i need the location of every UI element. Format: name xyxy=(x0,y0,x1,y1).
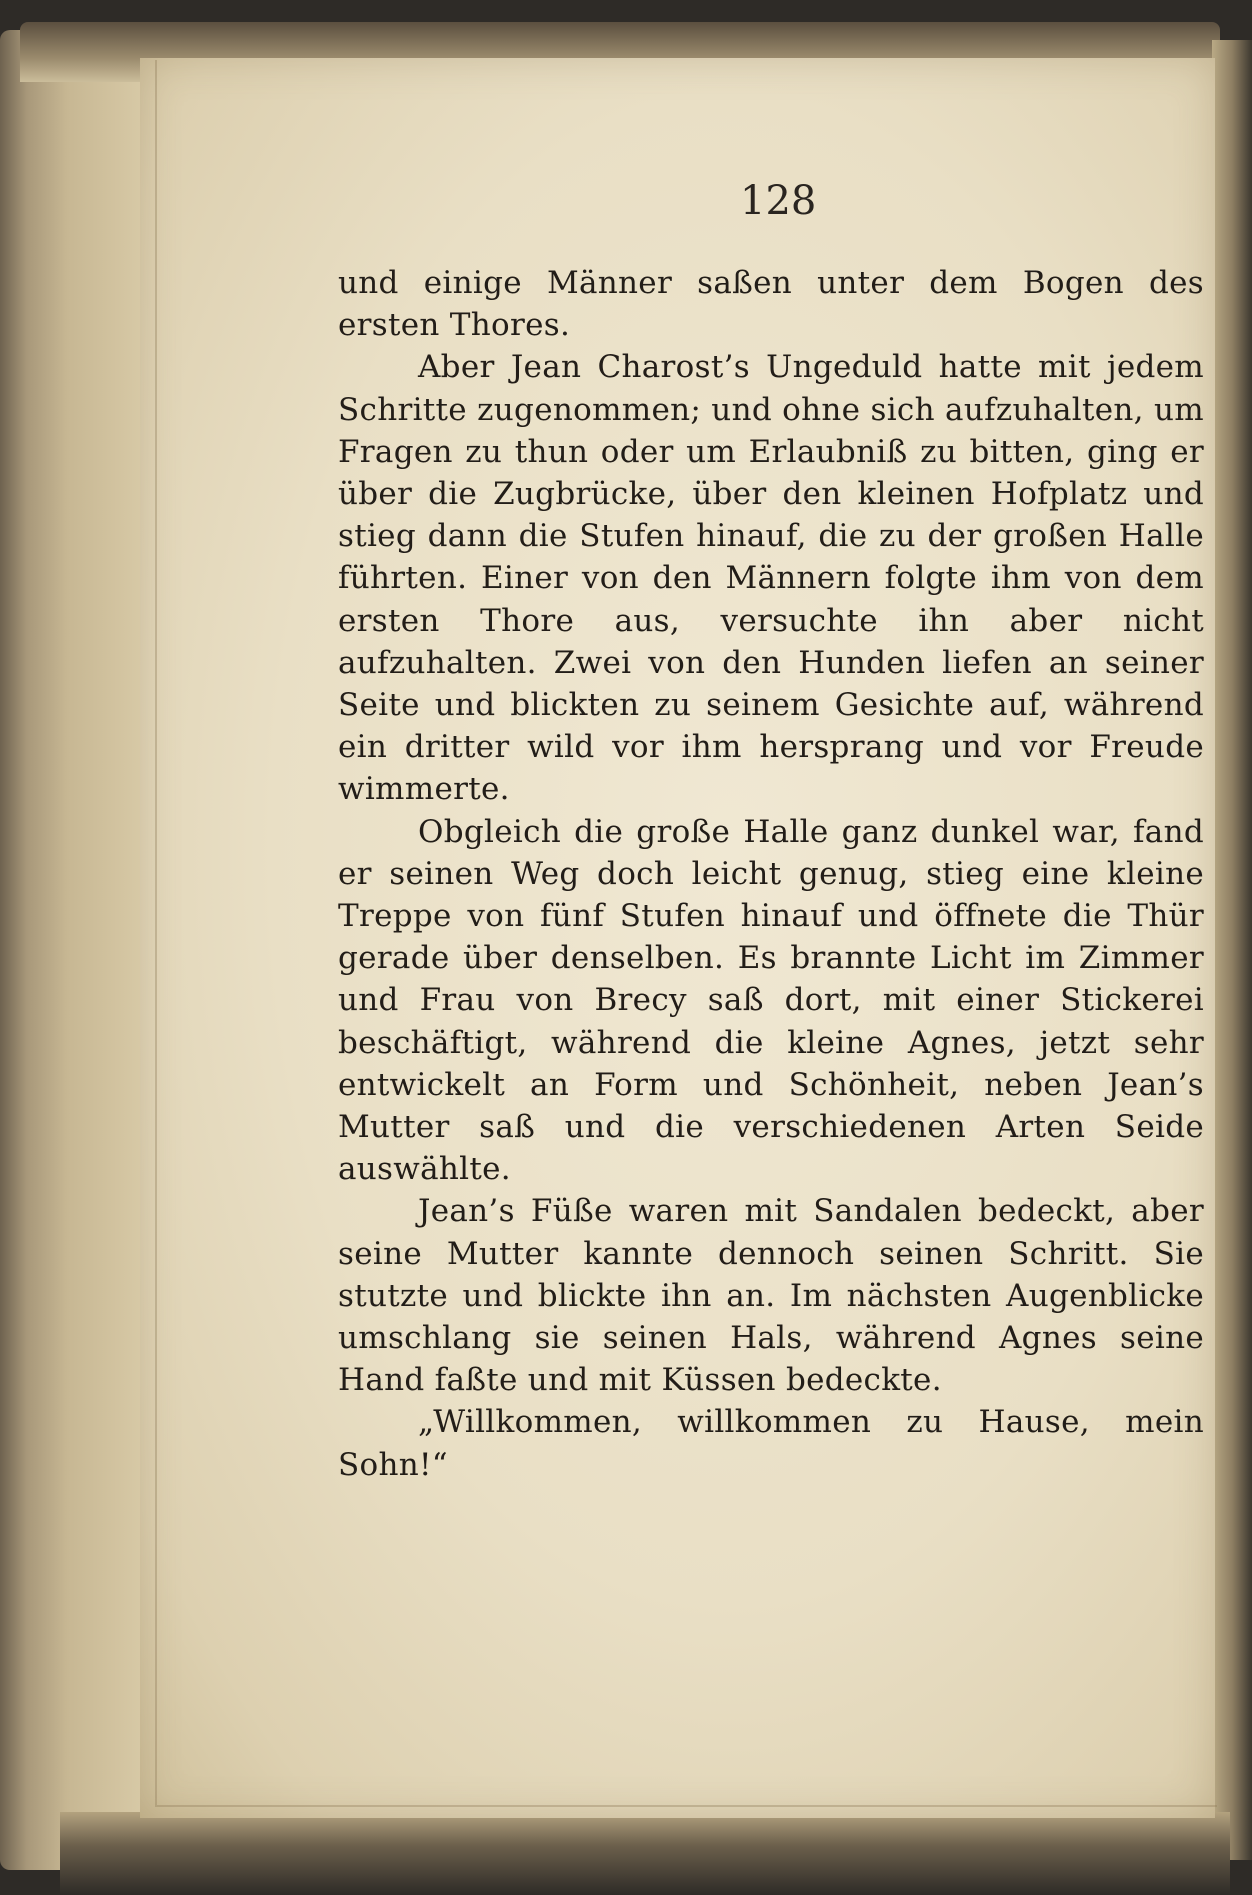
book-cover-bottom-edge xyxy=(60,1812,1230,1895)
paragraph-5: „Willkommen, willkommen zu Hause, mein Sohn!“ xyxy=(338,1404,1204,1483)
paragraph-1: und einige Männer saßen unter dem Bogen des ersten Thores. xyxy=(338,265,1204,344)
page-number: 128 xyxy=(740,178,817,224)
book-gutter-right-edge xyxy=(1212,40,1252,1860)
paragraph-2: Aber Jean Charost’s Ungeduld hatte mit jedem Schritte zugenommen; und ohne sich aufzuhalten, um Fragen zu thun oder um Erlaubniß zu bitten, ging er über die Zugbrücke, über den kleinen Hofplatz und stieg dann die Stufen hinauf, die zu der großen Halle führten. Einer von den Männern folgte ihm von dem ersten Thore aus, versuchte ihn aber nicht aufzuhalten. Zwei von den Hunden liefen an seiner Seite und blickten zu seinem Gesichte auf, während ein dritter wild vor ihm hersprang und vor Freude wimmerte. xyxy=(338,349,1204,808)
book-cover-left-edge xyxy=(0,30,150,1870)
paragraph-3: Obgleich die große Halle ganz dunkel war, fand er seinen Weg doch leicht genug, stieg eine kleine Treppe von fünf Stufen hinauf und öffnete die Thür gerade über denselben. Es brannte Licht im Zimmer und Frau von Brecy saß dort, mit einer Stickerei beschäftigt, während die kleine Agnes, jetzt sehr entwickelt an Form und Schönheit, neben Jean’s Mutter saß und die verschiedenen Arten Seide auswählte. xyxy=(338,813,1204,1188)
paragraph-4: Jean’s Füße waren mit Sandalen bedeckt, aber seine Mutter kannte dennoch seinen Schritt. Sie stutzte und blickte ihn an. Im nächsten Augenblicke umschlang sie seinen Hals, während Agnes seine Hand faßte und mit Küssen bedeckte. xyxy=(338,1193,1204,1399)
body-text xyxy=(338,262,1204,1486)
